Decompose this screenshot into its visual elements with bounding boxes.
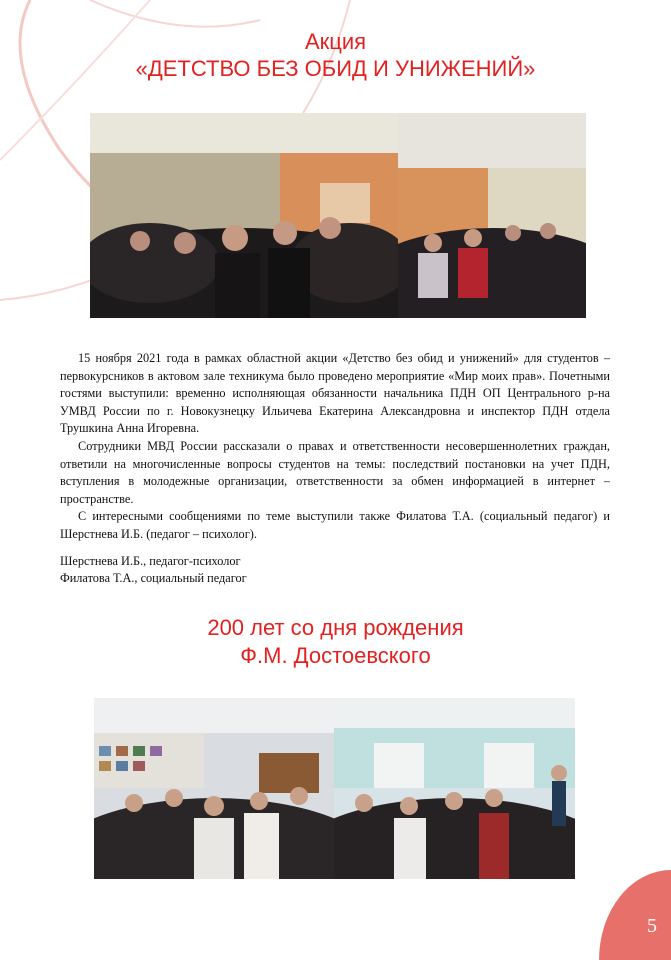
title-line-campaign: Акция [304,29,367,54]
article-paragraph: 15 ноября 2021 года в рамках областной акции «Детство без обид и унижений» для студентов – первокурсников в актовом зале техникума было проведено мероприятие «Мир моих прав». Почетными гостями выступили: временно исполняющая обязанности начальника ПДН ОП Центрального р-на УМВД России по г. Новокузнецку Ильичева Екатерина Александровна и инспектор ПДН отдела Трушкина Анна Игоревна. [60,351,610,436]
title-line-writer: Ф.М. Достоевского [240,643,431,668]
signature-line: Шерстнева И.Б., педагог-психолог [60,554,241,568]
library-photo-left [94,698,334,879]
title-line-campaign-name: «ДЕТСТВО БЕЗ ОБИД И УНИЖЕНИЙ» [135,56,536,81]
event-photo-audience-side [398,113,586,318]
article-signatures [60,553,247,587]
page-corner-badge [599,870,671,960]
article-paragraph: Сотрудники МВД России рассказали о правах и ответственности несовершеннолетних граждан, ответили на многочисленные вопросы студентов на темы: последствий постановки на учет ПДН, вступления в молодежные организации, ответственности за обмен информацией в интернет – пространстве. [60,438,610,506]
photo-row-library [94,698,575,879]
section-title-dostoevsky [0,614,671,670]
section-title-campaign [0,28,671,82]
title-line-anniversary: 200 лет со дня рождения [207,615,464,640]
article-body [60,350,610,544]
event-photo-audience-front [90,113,398,318]
library-photo-right [334,698,575,879]
photo-row-event [90,113,586,318]
signature-line: Филатова Т.А., социальный педагог [60,571,247,585]
article-paragraph: С интересными сообщениями по теме выступили также Филатова Т.А. (социальный педагог) и Шерстнева И.Б. (педагог – психолог). [60,509,610,541]
page-number: 5 [647,915,657,937]
